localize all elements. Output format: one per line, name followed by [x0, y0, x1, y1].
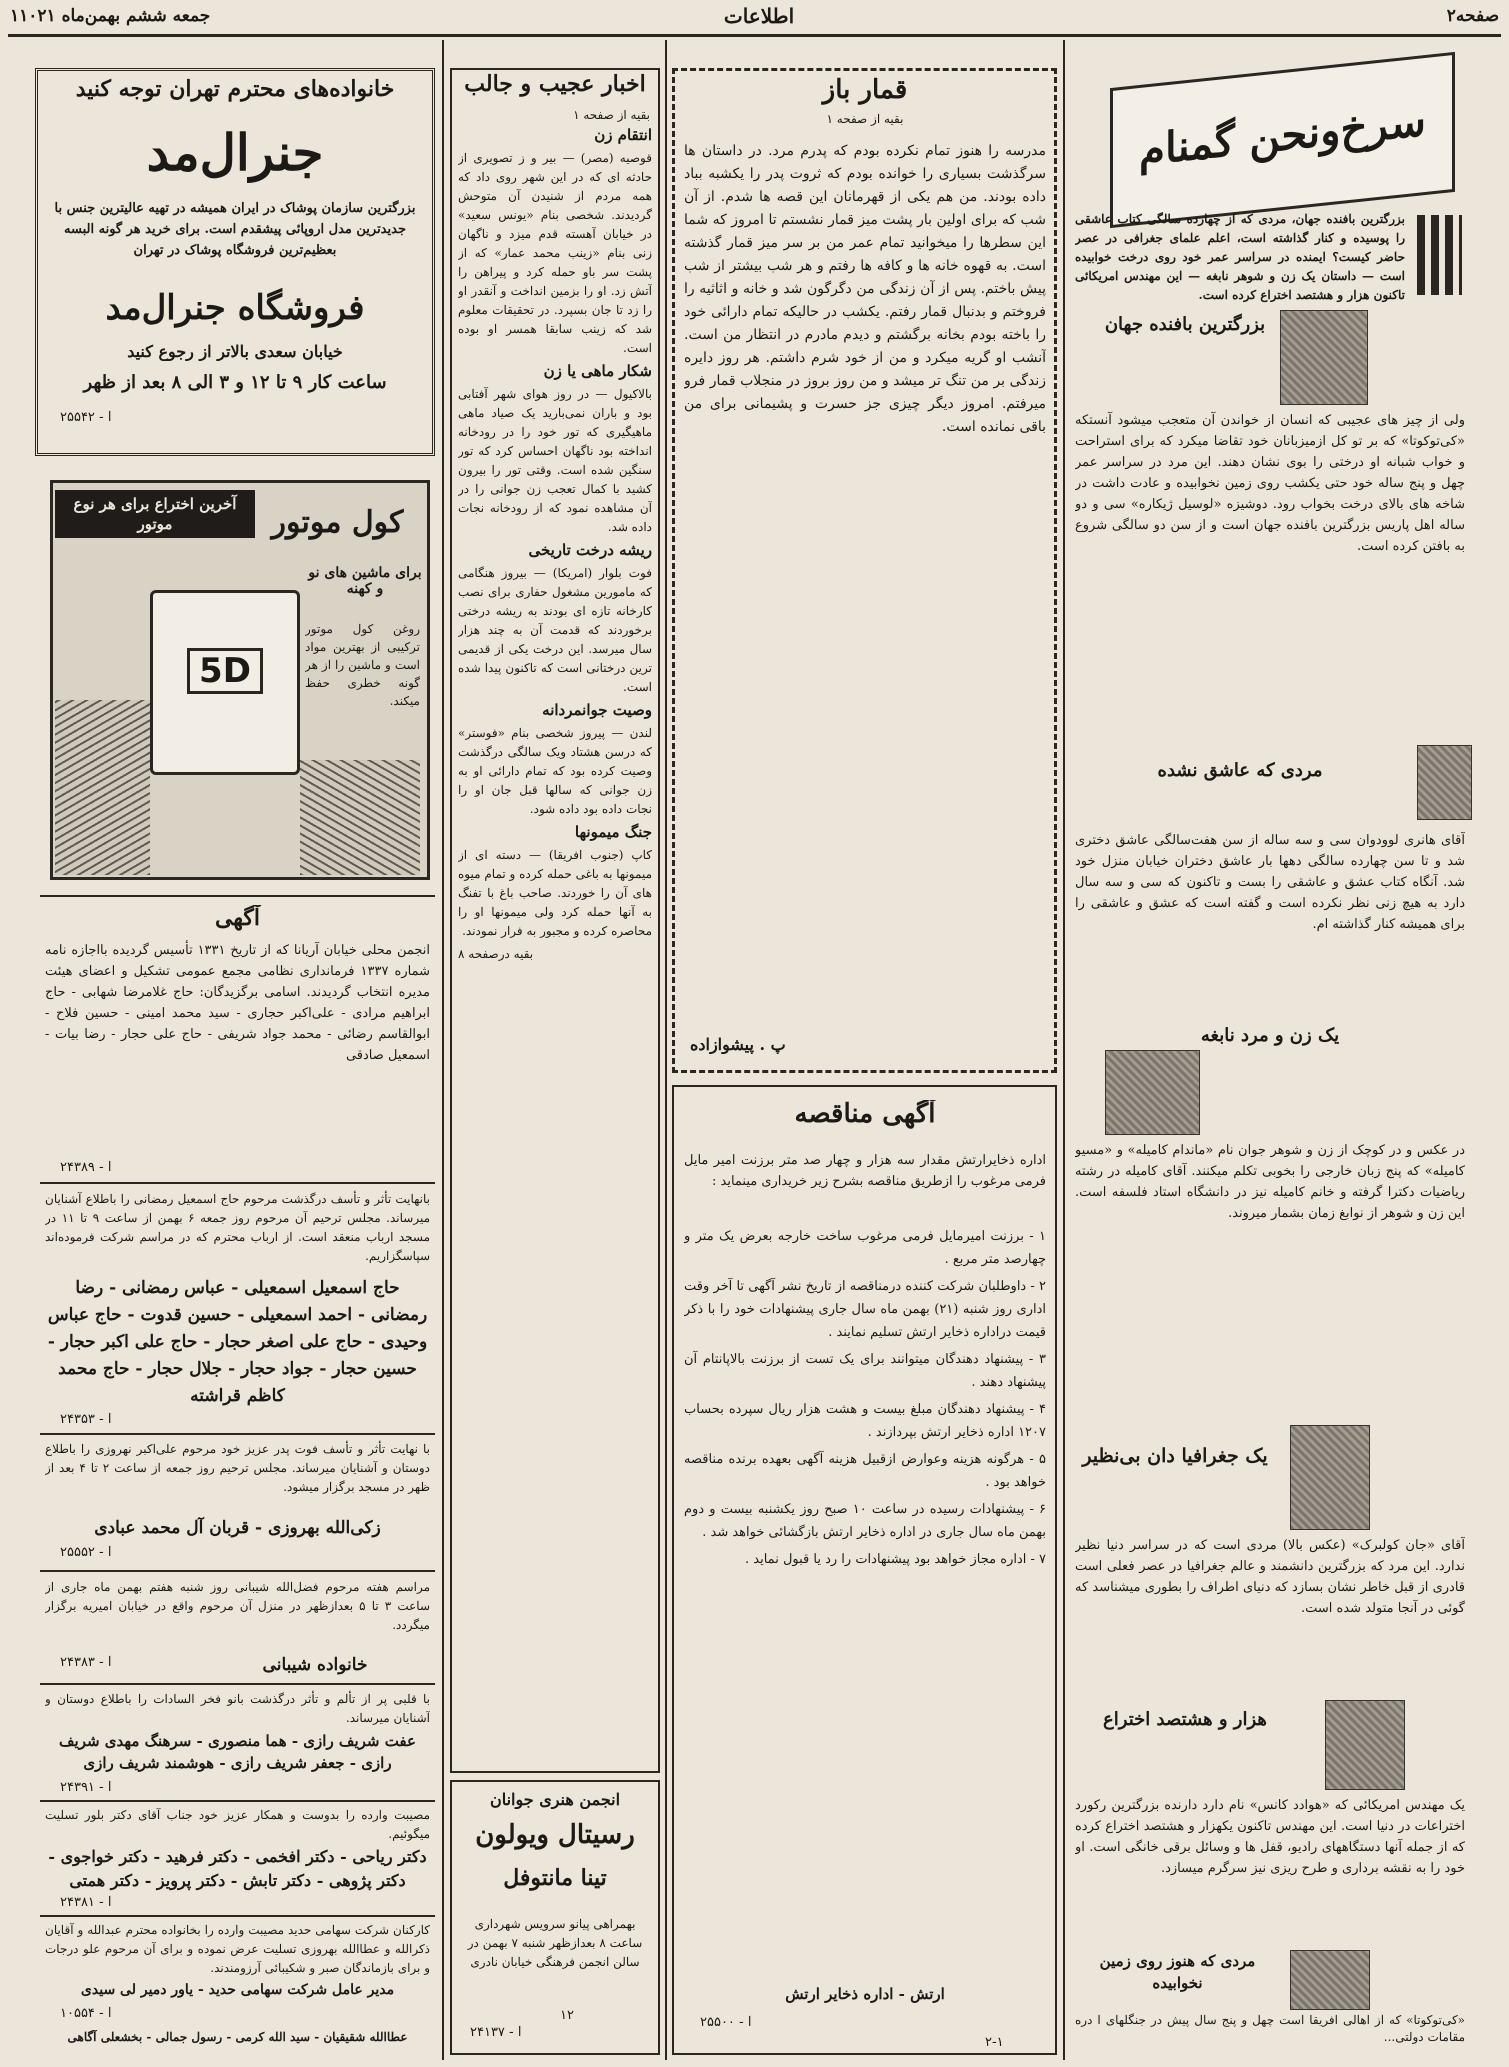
section-title: بزرگترین بافنده جهان	[1104, 314, 1266, 335]
ad-store: فروشگاه جنرال‌مد	[105, 288, 365, 328]
motor-text: روغن کول موتور ترکیبی از بهترین مواد است و ماشین را از هر گونه خطری حفظ میکند.	[305, 622, 420, 708]
thanks-code: آ - ۲۴۳۵۳	[60, 1412, 112, 1427]
section-rule	[40, 1182, 435, 1184]
photo-couple	[1105, 1050, 1200, 1135]
section-rule	[40, 1683, 435, 1685]
page-number: صفحه۲	[1446, 6, 1499, 26]
thanks-code: آ - ۲۴۳۸۳	[60, 1655, 112, 1670]
section-text: ولی از چیز های عجیبی که انسان از خواندن آن متعجب میشود آنستکه «کی‌تو‌کوتا» که بر تو کل ازمیزبانان خود تقاضا میکرد که برای استراحت و خواب شبانه او درختی را بوی نشان دهند. این مرد در سراسر عمر چهل و پنج ساله خود حتی یکشب روی زمین نخوابیده و عادت داشت در شاخه های بالای درخت بخواب رود. دوشیزه «لوسیل ژیکاره» سی و دو ساله اهل پاریس بزرگترین بافنده جهان است و از سن دو سالگی شروع به بافتن کرده است.	[1075, 413, 1465, 554]
thanks-text: کارکنان شرکت سهامی حدید مصیبت وارده را بخانواده محترم عبدالله و آقایان ذکرالله و عطاالله بهروزی تسلیت عرض نموده و برای آن مرحوم علو درجات و برای بازماندگان صبر و شکیبائی آرزومندند.	[45, 1923, 430, 1975]
ad-address: خیابان سعدی بالاتر از رجوع کنید	[127, 342, 343, 361]
thanks-text: بانهایت تأثر و تأسف درگذشت مرحوم حاج اسمعیل رمضانی را باطلاع آشنایان میرساند. مجلس ترحیم آن مرحوم روز جمعه ۶ بهمن از ساعت ۹ تا ۱۱ در مسجد ارباب منعقد است. از ارباب محترم که در مراسم شرکت فرموده‌اند سپاسگزاریم.	[45, 1192, 430, 1263]
thanks-names: دکتر ریاحی - دکتر افخمی - دکتر فرهید - دکتر خواجوی - دکتر پژوهی - دکتر تابش - دکتر پرویز - دکتر همتی	[48, 1847, 427, 1890]
contract-item: ۲ - داوطلبان شرکت کننده درمناقصه از تاریخ نشر آگهی تا آخر وقت اداری روز شنبه (۲۱) بهمن ماه سال جاری پیشنهادات خود را با ذکر قیمت دراداره ذخایر ارتش تسلیم نمایند .	[684, 1279, 1046, 1340]
notice-title: آگهی	[214, 905, 261, 931]
section-text: «کی‌تو‌کوتا» که از اهالی افریقا است چهل و پنج سال پیش در جنگلهای ا دره مقامات دولتی...	[1075, 2013, 1465, 2044]
banner-title: سرخ‌ونحن گمنام	[1139, 95, 1426, 176]
header-rule	[8, 34, 1501, 37]
section-rule	[40, 1800, 435, 1802]
section-rule	[40, 1570, 435, 1572]
section-title: یک جغرافیا دان بی‌نظیر	[1082, 1445, 1268, 1467]
intro-text: بزرگترین بافنده جهان، مردی که از چهارده سالگی کتاب عاشقی را پوسیده و کنار گذاشته است، اعلم علمای جغرافی در عصر حاضر کیست؟ ایمنده در سراسر عمر خود روی درخت خوابیده است — داستان یک زن و شوهر نابغه — این مهندس امریکائی تاکنون هزار و هشتصد اختراع کرده است.	[1075, 212, 1405, 302]
news-item-title: وصیت جوانمردانه	[542, 701, 652, 719]
story-subtitle: بقیه از صفحه ۱	[826, 112, 904, 126]
oil-can	[150, 590, 300, 775]
contract-notice-code: آ - ۲۵۵۰۰	[700, 2015, 752, 2030]
ad-code: آ - ۲۵۵۴۲	[60, 410, 112, 425]
news-item-title: جنگ میمونها	[574, 823, 652, 841]
contract-item: ۱ - برزنت امیرمایل فرمی مرغوب ساخت خارجه بعرض یک متر و چهارصد متر مربع .	[684, 1229, 1046, 1267]
newspaper-name: اطلاعات	[723, 4, 795, 28]
photo-sleeper	[1290, 1950, 1370, 2010]
news-item-text: بالاکیول — در روز هوای شهر آفتابی بود و باران نمی‌بارید یک صیاد ماهی ماهیگیری که تور خود را در رودخانه انداخته بود ناگهان احساس کرد که تور سنگین شده است. وقتی تور را بیرون کشید با کمال تعجب زن جوانی را در آن مشاهده نمود که از رودخانه نجات داده شد.	[458, 387, 652, 534]
news-item-text: فوت بلوار (امریکا) — بیروز هنگامی که مامورین مشغول حفاری برای نصب کارخانه تازه ای بودند به ریشه درختی برخوردند که قدمت آن به چند هزار سال میرسد. این درخت یکی از قدیمی ترین درختانی است که تاکنون پیدا شده است.	[458, 566, 652, 694]
contract-item: ۴ - پیشنهاد دهندگان مبلغ بیست و هشت هزار ریال سپرده بحساب ۱۲۰۷ اداره ذخایر ارتش بپردازند .	[684, 1402, 1046, 1440]
notice-code: آ - ۲۴۳۸۹	[60, 1160, 112, 1175]
thanks-names: زکی‌الله بهروزی - قربان آل محمد عبادی	[94, 1518, 381, 1538]
section-text: در عکس و در کوچک از زن و شوهر جوان نام «ماندام کامیله» و «مسیو کامیله» که پنج زبان خارجی را بخوبی تکلم میکنند. آقای کامیله در رشته ریاضیات دکترا گرفته و خانم کامیله نیز در دانشگاه استاد فلسفه است. این زن و شوهر از نوابغ زمان بشمار میروند.	[1075, 1143, 1465, 1221]
ad-hours: ساعت کار ۹ تا ۱۲ و ۳ الی ۸ بعد از ظهر	[83, 372, 387, 393]
motor-sub: برای ماشین های نو و کهنه	[308, 565, 422, 597]
oil-can-label: 5D	[187, 648, 263, 694]
concert-org: انجمن هنری جوانان	[489, 1790, 621, 1809]
section-title: هزار و هشتصد اختراع	[1103, 1709, 1267, 1730]
news-item-title: شکار ماهی یا زن	[543, 362, 652, 380]
story-signature: پ . پیشوازاده	[690, 1035, 786, 1054]
story-text: مدرسه را هنوز تمام نکرده بودم که پدرم مرد. در داستان ها سرگذشت بسیاری را خوانده بودم که ثروت پدر را یکشبه بباد داده بودند. من هم یکی از قهرمانان این قصه ها شدم. از آن شب که برای اولین بار پشت میز قمار نشستم تا امروز که شما این سطرها را میخوانید تمام عمر من بر سر میز قمار گذشته است. به قهوه خانه ها و کافه ها رفتم و هر شب بیشتر از شب پیش باختم. پس از آن زندگی من دگرگون شد و خانه و اثاثیه را فروختم و بدنبال قمار رفتم. یکشب در حالیکه تمام دارائی خود را باخته بودم بخانه برگشتم و دیدم مادرم در انتظار من است. آنشب او گریه میکرد و من از خود شرم داشتم. هر روز دایره زندگی بر من تنگ تر میشد و من روز بروز در منجلاب قمار فرو میرفتم. امروز دیگر چیزی جز حسرت و پشیمانی برای من باقی نمانده است.	[684, 143, 1046, 435]
contract-item: ۵ - هرگونه هزینه وعوارض ازقبیل هزینه آگهی بعهده برنده مناقصه خواهد بود .	[684, 1452, 1046, 1490]
ad-text: بزرگترین سازمان پوشاک در ایران همیشه در تهیه عالیترین جنس با جدیدترین مدل اروپائی پیشقدم است. برای خرید هر گونه البسه بعظیم‌ترین فروشگاه پوشاک در تهران	[54, 201, 416, 258]
section-title: یک زن و مرد نابغه	[1200, 1025, 1340, 1046]
contract-item: ۷ - اداره مجاز خواهد بود پیشنهادات را رد یا قبول نماید .	[745, 1552, 1046, 1567]
driver-illustration	[300, 760, 420, 875]
contract-notice-footer: ارتش - اداره ذخایر ارتش	[785, 1985, 945, 2003]
story-title: قمار باز	[822, 76, 908, 105]
section-text: آقای هانری لوودوان سی و سه ساله از سن هفت‌سالگی عاشق دختری شد و تا سن چهارده سالگی دهها بار عاشق دختران خیابان منزل خود شد. آنگاه کتاب عشق و عاشقی را بست و تاکنون که سی و سه سال دارد به هیچ زنی نظر نکرده است و گفته است که عشق و عاشقی را برای همیشه کنار گذاشته ام.	[1075, 833, 1465, 932]
thanks-text: با قلبی پر از تألم و تأثر درگذشت بانو فخر السادات را باطلاع دوستان و آشنایان میرساند.	[45, 1692, 430, 1725]
thanks-code: آ - ۲۴۳۹۱	[60, 1780, 112, 1795]
thanks-names: حاج اسمعیل اسمعیلی - عباس رمضانی - رضا رمضانی - احمد اسمعیلی - حسین قدوت - حاج عباس وحیدی - حاج علی اصغر حجار - حاج علی اکبر حجار - حسین حجار - جواد حجار - جلال حجار - حاج محمد کاظم قراشته	[47, 1278, 428, 1406]
thanks-code: آ - ۲۴۳۸۱	[60, 1895, 112, 1910]
photo-geographer	[1290, 1425, 1370, 1530]
news-item-title: ریشه درخت تاریخی	[528, 541, 652, 559]
section-text: یک مهندس امریکائی که «هوادد کانس» نام دارد دارنده بزرگترین رکورد اختراعات در دنیا است. این مهندس تاکنون یکهزار و هشتصد اختراع کرده که از جمله آنها دستگاههای رادیو، قفل ها و وسائل برقی خانگی است. او خود را به نقشه برداری و طرح ریزی نیز سرگرم میسازد.	[1075, 1798, 1465, 1876]
news-title: اخبار عجیب و جالب	[464, 72, 646, 97]
news-item-text: قوصیه (مصر) — بیر و ز تصویری از حادثه ای که در این شهر روی داد که همه مردم از شنیدن آن متوحش گردیدند. شخصی بنام «یونس سعید» در خیابان آهسته قدم میزد و ناگهان زنی بنام «زینب محمد عمار» که از پشت سر باو حمله کرد و پیراهن را آتش زد. او را بزمین انداخت و آنقدر او را زد تا جان بسپرد. در تحقیقات معلوم شد که زینب سابقا همسر او بوده است.	[458, 151, 652, 355]
footer-code: ۲-۱	[985, 2035, 1004, 2050]
contract-item: ۳ - پیشنهاد دهندگان میتوانند برای یک تست از برزنت بالاپانتام آن پیشنهاد دهند .	[684, 1352, 1046, 1390]
concert-artist: تینا مانتوفل	[503, 1865, 607, 1891]
news-item-text: کاپ (جنوب افریقا) — دسته ای از میمونها به باغی حمله کرده و تمام میوه های آن را خوردند. صاحب باغ با تفنگ به آنها حمله کرد ولی میمونها او را محاصره کرده و مجبور به فرار نمودند.	[458, 848, 652, 938]
contract-notice-intro: اداره ذخایرارتش مقدار سه هزار و چهار صد متر برزنت امیر مایل فرمی مرغوب را ازطریق مناقصه بشرح زیر خریداری مینماید :	[684, 1153, 1046, 1189]
news-item-text: لندن — پیروز شخصی بنام «فوستر» که درسن هشتاد ویک سالگی درگذشت وصیت کرده بود که تمام دارائی او به زن جوانی که سالها قبل جان او را نجات داده بود داده شود.	[458, 726, 652, 816]
news-item-title: انتقام زن	[594, 126, 652, 144]
column-divider	[665, 40, 667, 2060]
thanks-code: آ - ۲۵۵۵۲	[60, 1545, 112, 1560]
news-subtitle: بقیه از صفحه ۱	[573, 108, 650, 122]
thanks-names: عفت شریف رازی - هما منصوری - سرهنگ مهدی شریف رازی - جعفر شریف رازی - هوشمند شریف رازی	[59, 1732, 416, 1772]
thanks-code: آ - ۱۰۵۵۴	[60, 2006, 112, 2021]
contract-notice-items	[684, 1225, 1046, 1965]
issue-date: جمعه ششم بهمن‌ماه ۱۱۰۲۱	[10, 6, 211, 26]
intro-bars	[1417, 215, 1462, 295]
thanks-names: خانواده شیبانی	[262, 1655, 368, 1675]
section-rule	[40, 1433, 435, 1435]
concert-code: آ - ۲۴۱۳۷	[470, 2025, 522, 2040]
ad-headline: خانواده‌های محترم تهران توجه کنید	[75, 76, 395, 102]
thanks-text: مراسم هفته مرحوم فضل‌الله شیبانی روز شنبه هفتم بهمن ماه جاری از ساعت ۳ تا ۵ بعدازظهر در منزل آن مرحوم واقع در خیابان امیریه برگزار میگردد.	[45, 1580, 430, 1632]
thanks-footer: عطاالله شقیقیان - سید الله کرمی - رسول جمالی - بخشعلی آگاهی	[67, 2030, 408, 2044]
section-rule	[40, 1915, 435, 1917]
news-content	[458, 126, 652, 1766]
contract-notice-title: آگهی مناقصه	[794, 1100, 936, 1129]
photo-inventor	[1325, 1700, 1405, 1790]
thanks-text: با نهایت تأثر و تأسف فوت پدر عزیز خود مرحوم علی‌اکبر نهروزی را باطلاع دوستان و آشنایان میرساند. مجلس ترحیم روز جمعه از ساعت ۲ تا ۴ بعد از ظهر در مسجد برگزار میشود.	[45, 1442, 430, 1494]
driver-illustration	[55, 700, 150, 875]
concert-name: رسیتال ویولون	[475, 1820, 635, 1850]
section-title: مردی که عاشق نشده	[1157, 760, 1323, 781]
column-divider	[1063, 40, 1065, 2060]
concert-details: بهمراهی پیانو سرویس شهرداری ساعت ۸ بعدازظهر شنبه ۷ بهمن در سالن انجمن فرهنگی خیابان نادری	[467, 1917, 643, 1969]
column-divider	[442, 40, 444, 2060]
section-rule	[40, 895, 435, 897]
contract-item: ۶ - پیشنهادات رسیده در ساعت ۱۰ صبح روز یکشنبه بیست و دوم بهمن ماه سال جاری در اداره ذخایر ارتش بازگشائی خواهد شد .	[684, 1502, 1046, 1540]
photo-knitter	[1280, 310, 1368, 405]
ad-brand: جنرال‌مد	[146, 123, 324, 182]
notice-text: انجمن محلی خیابان آریانا که از تاریخ ۱۳۳۱ تأسیس گردیده بااجازه نامه شماره ۱۳۳۷ فرمانداری نظامی مجمع عمومی تشکیل و اعضای هیئت مدیره انتخاب گردیدند. اسامی برگزیدگان: حاج غلامرضا شهابی - حاج ابراهیم مرادی - علی‌اکبر حجاری - سید محمد امینی - حسین فلاح - ابوالقاسم رضائی - محمد جواد شریفی - حاج علی حجار - رضا بیات - اسمعیل صادقی	[45, 943, 430, 1063]
section-text: آقای «جان کولبرک» (عکس بالا) مردی است که در سراسر دنیا نظیر ندارد. این مرد که بزرگترین دانشمند و عالم جغرافیا در عصر فعلی است قادری از قبل خاطر نشان بسازد که دنیای اطراف را بطوری میشناسد که گوئی در آنجا متولد شده است.	[1075, 1538, 1465, 1616]
motor-brand: کول موتور	[271, 505, 404, 540]
footer-code: ۱۲	[560, 2008, 574, 2023]
motor-slogan: آخرین اختراع برای هر نوع موتور	[55, 490, 255, 538]
photo-man-not-in-love	[1417, 745, 1472, 820]
thanks-text: مصیبت وارده را بدوست و همکار عزیز خود جناب آقای دکتر بلور تسلیت میگوئیم.	[45, 1808, 430, 1841]
section-title: مردی که هنوز روی زمین نخوابیده	[1099, 1952, 1256, 1992]
thanks-names: مدیر عامل شرکت سهامی حدید - یاور دمیر لی سیدی	[80, 1982, 395, 1998]
news-more: بقیه درصفحه ۸	[458, 947, 534, 961]
banner-box	[1110, 52, 1455, 228]
